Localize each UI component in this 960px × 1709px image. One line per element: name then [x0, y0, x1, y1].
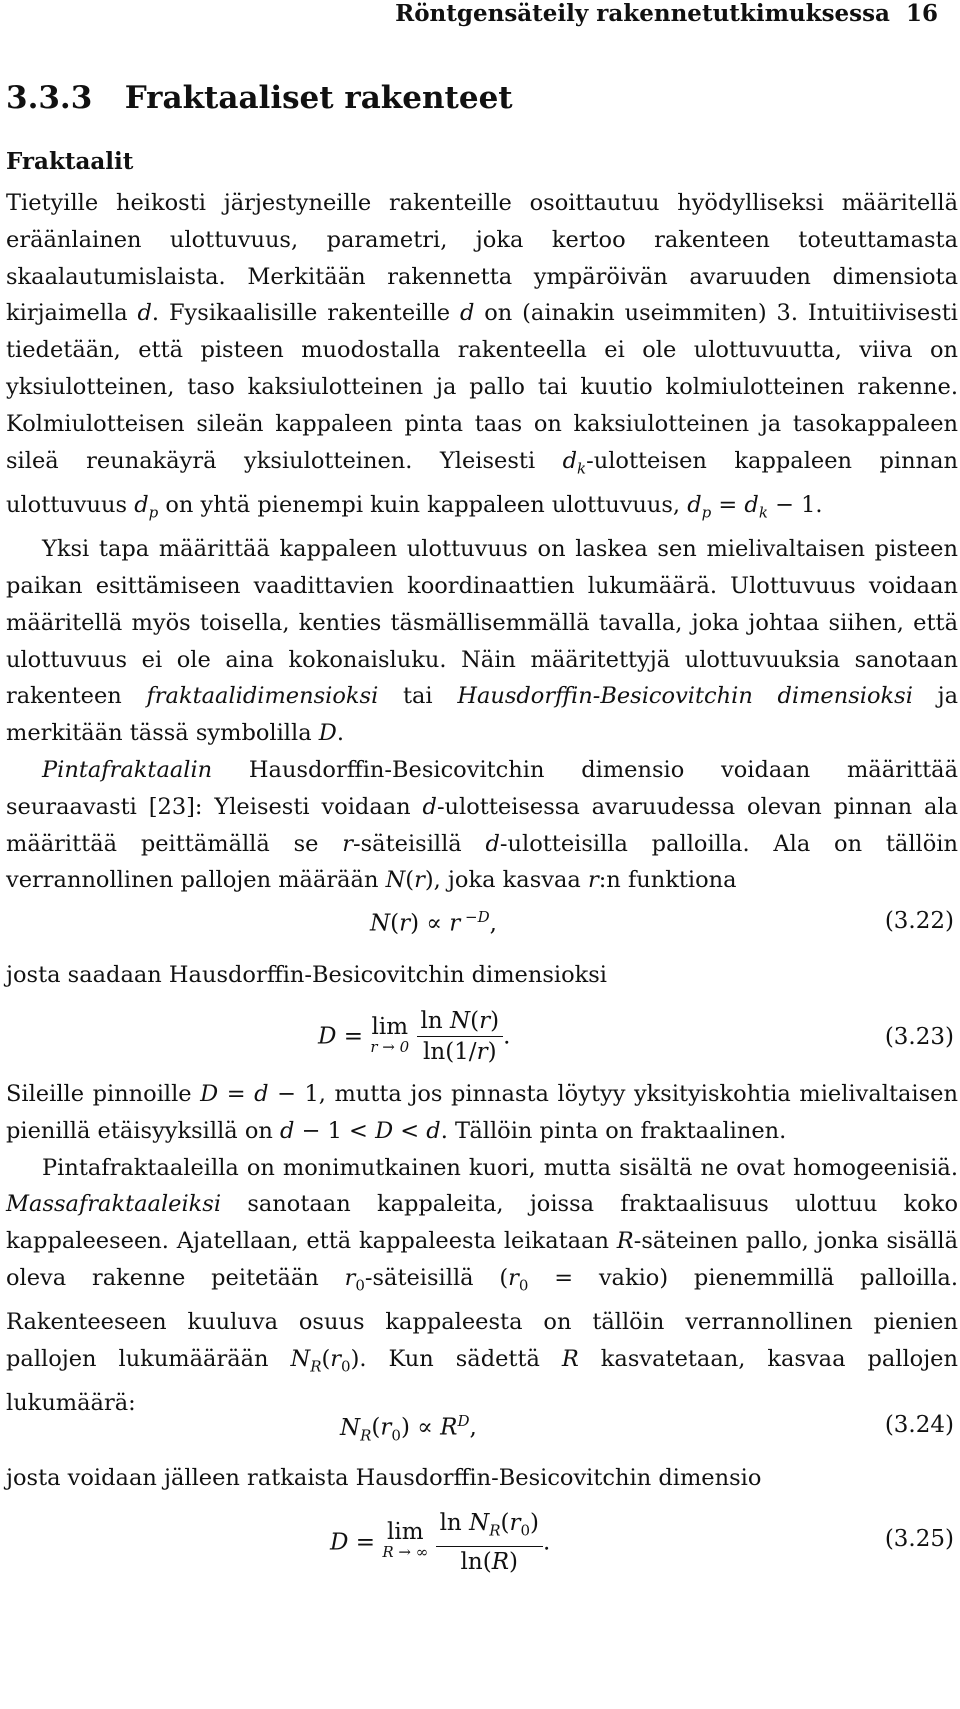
paragraph-dimensions: Tietyille heikosti järjestyneille rakenteille osoittautuu hyödylliseksi määritellä eräänlainen ulottuvuus, parametri, joka kertoo rakenteen toteuttamasta skaalautumislaista. Merkitään rakennetta ympäröivän avaruuden dimensiota kirjaimella d. Fysikaalisille rakenteille d on (ainakin useimmiten) 3. Intuitiivisesti tiedetään, että pisteen muodostalla rakenteella ei ole ulottuvuutta, viiva on yksiulotteinen, taso kaksiulotteinen ja pallo tai kuutio kolmiulotteinen rakenne. Kolmiulotteisen sileän kappaleen pinta taas on kaksiulotteinen ja tasokappaleen sileä reunakäyrä yksiulotteinen. Yleisesti $d_k$-ulotteisen kappaleen pinnan ulottuvuus $d_p$ on yhtä pienempi kuin kappaleen ulottuvuus, $d_p = d_k - 1$. [6, 190, 958, 522]
formula: $N_R(r_0) \propto R^D$, [340, 1412, 477, 1445]
section-number: 3.3.3 [6, 80, 93, 116]
running-header [0, 0, 938, 27]
paragraph-line: josta saadaan Hausdorffin-Besicovitchin dimensioksi [6, 962, 608, 988]
body-text-between-2 [6, 1460, 958, 1497]
body-text-middle [6, 1076, 958, 1422]
body-text-top [6, 185, 958, 899]
paragraph-mass-fractal: Pintafraktaaleilla on monimutkainen kuori, mutta sisältä ne ovat homogeenisiä. Massafraktaaleiksi sanotaan kappaleita, joissa fraktaalisuus ulottuu koko kappaleeseen. Ajatellaan, että kappaleesta leikataan R-säteinen pallo, jonka sisällä oleva rakenne peitetään $r_0$-säteisillä ($r_0$ = vakio) pienemmillä palloilla. Rakenteeseen kuuluva osuus kappaleesta on tällöin verrannollinen pienien pallojen lukumäärään $N_R(r_0)$. Kun sädettä R kasvatetaan, kasvaa pallojen lukumäärä: [6, 1154, 958, 1417]
equation-3-22 [0, 908, 960, 948]
equation-number: (3.22) [884, 908, 954, 934]
paragraph-fractal-dimension: Yksi tapa määrittää kappaleen ulottuvuus on laskea sen mielivaltaisen pisteen paikan esittämiseen vaadittavien koordinaattien lukumäärä. Ulottuvuus voidaan määritellä myös toisella, kenties täsmällisemmällä tavalla, joka johtaa siihen, että ulottuvuus ei ole aina kokonaisluku. Näin määritettyjä ulottuvuuksia sanotaan rakenteen fraktaalidimensioksi tai Hausdorffin-Besicovitchin dimensioksi ja merkitään tässä symbolilla D. [6, 536, 958, 747]
equation-number: (3.23) [884, 1024, 954, 1050]
equation-3-24 [0, 1412, 960, 1452]
equation-3-23 [0, 1002, 960, 1082]
paragraph-surface-fractal: Pintafraktaalin Hausdorffin-Besicovitchin dimensio voidaan määrittää seuraavasti [23]: Yleisesti voidaan d-ulotteisessa avaruudessa olevan pinnan ala määrittää peittämällä se r-säteisillä d-ulotteisilla palloilla. Ala on tällöin verrannollinen pallojen määrään N(r), joka kasvaa r:n funktiona [6, 756, 958, 894]
body-text-between-1 [6, 957, 958, 994]
page-number: 16 [905, 0, 938, 27]
formula: N(r) ∝ r $^{-D}$, [370, 908, 497, 937]
equation-number: (3.24) [884, 1412, 954, 1438]
paragraph-line: josta voidaan jälleen ratkaista Hausdorffin-Besicovitchin dimensio [6, 1465, 762, 1491]
subsection-heading: Fraktaalit [6, 148, 134, 175]
formula: D = lim r → 0 $\frac{\text{ln N(r)}}{\ln(1/r)}$ . [318, 1008, 511, 1065]
section-title: Fraktaaliset rakenteet [124, 80, 513, 116]
section-heading [6, 80, 513, 116]
paragraph-smooth-surfaces: Sileille pinnoille D = d − 1, mutta jos pinnasta löytyy yksityiskohtia mielivaltaisen pienillä etäisyyksillä on d − 1 < D < d. Tällöin pinta on fraktaalinen. [6, 1081, 958, 1144]
running-title: Röntgensäteily rakennetutkimuksessa [395, 0, 890, 27]
equation-3-25 [0, 1504, 960, 1584]
equation-number: (3.25) [884, 1526, 954, 1552]
formula: D = lim R → ∞ $\frac{\ln N_R(r_0)}{\ln(R)}$ . [330, 1510, 551, 1575]
